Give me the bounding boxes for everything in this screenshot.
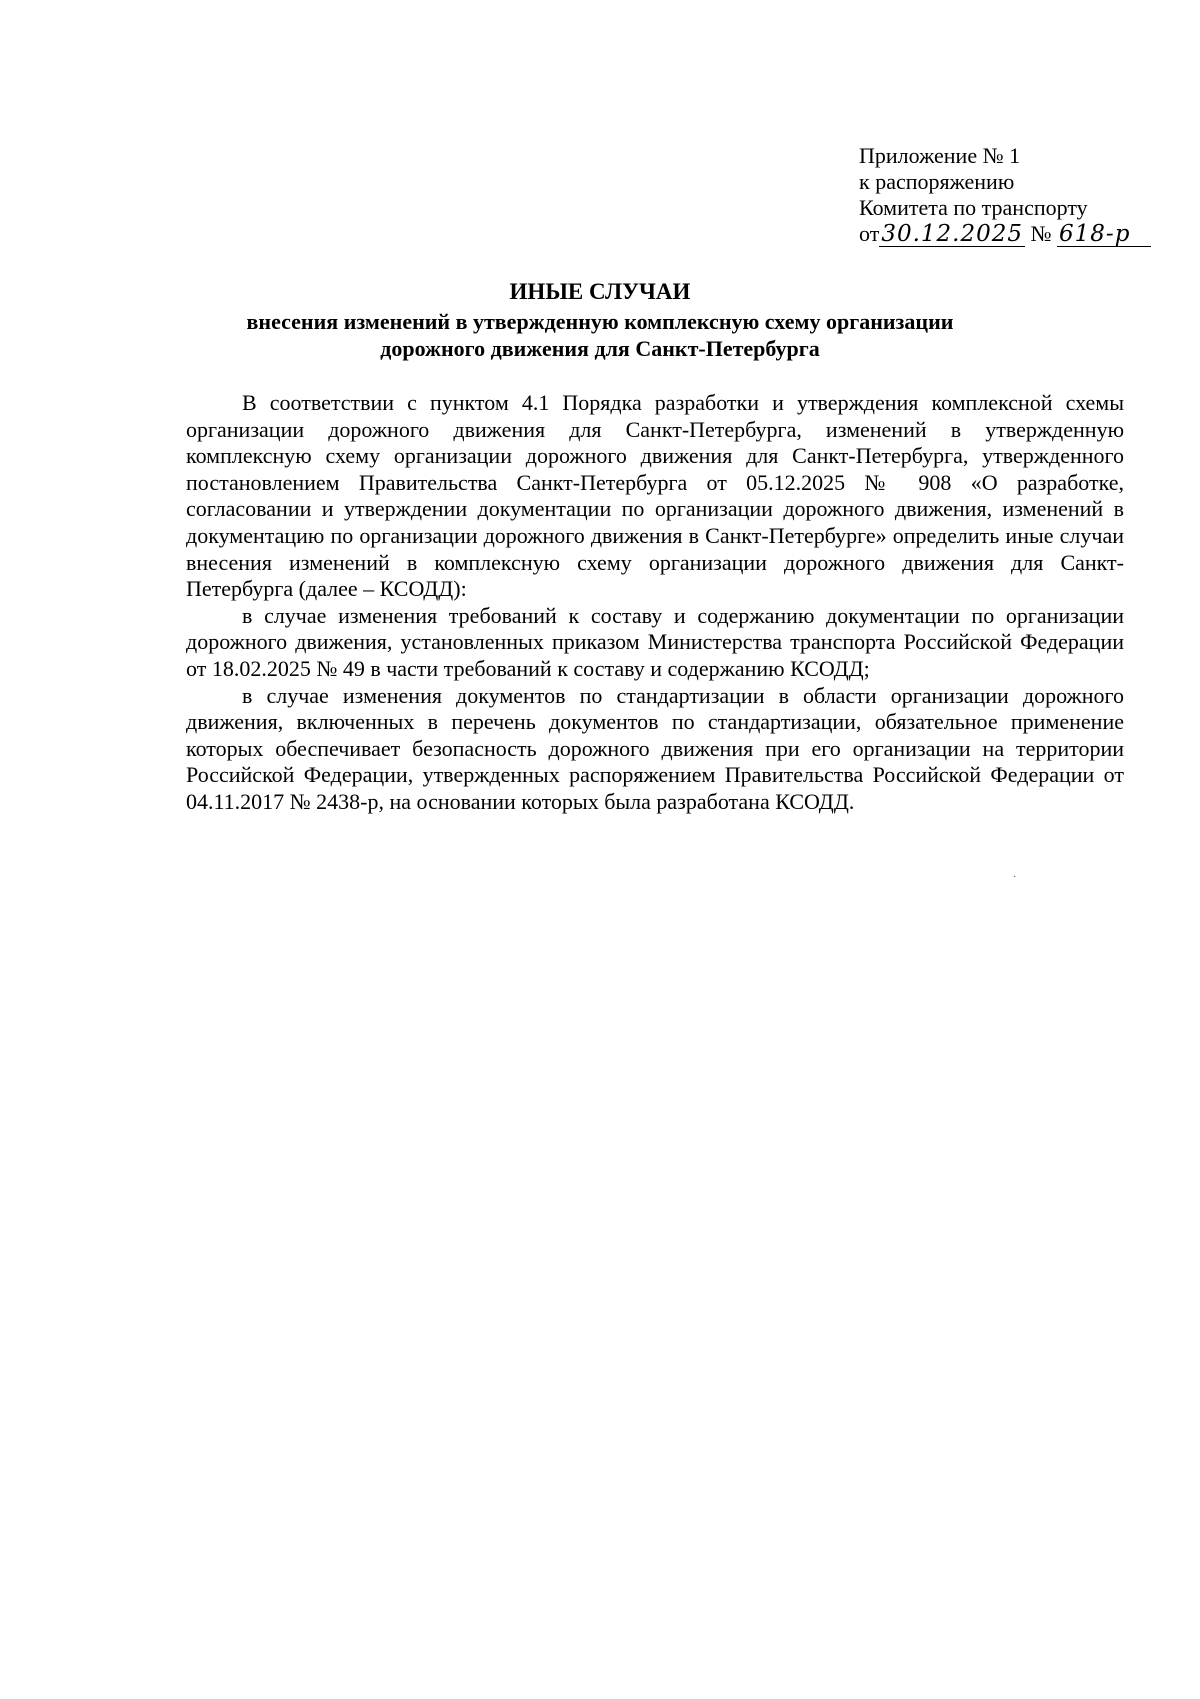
appendix-title: Приложение № 1 (859, 143, 1021, 168)
paragraph-intro: В соответствии с пунктом 4.1 Порядка разработки и утверждения комплексной схемы организации дорожного движения для Санкт-Петербурга, изменений в утвержденную комплексную схему организации дорожного движения для Санкт-Петербурга, утвержденного постановлением Правительства Санкт-Петербурга от 05.12.2025 № 908 «О разработке, согласовании и утверждении документации по организации дорожного движения, изменений в документацию по организации дорожного движения в Санкт-Петербурге» определить иные случаи внесения изменений в комплексную схему организации дорожного движения для Санкт-Петербурга (далее – КСОДД): (186, 390, 1124, 602)
document-title: ИНЫЕ СЛУЧАИ (509, 279, 691, 304)
appendix-order-label: к распоряжению (859, 169, 1015, 194)
paragraph-case-2: в случае изменения документов по стандартизации в области организации дорожного движения, включенных в перечень документов по стандартизации, обязательное применение которых обеспечивает безопасность дорожного движения при его организации на территории Российской Федерации, утвержденных распоряжением Правительства Российской Федерации от 04.11.2017 № 2438-р, на основании которых была разработана КСОДД. (186, 682, 1124, 814)
appendix-date-line (859, 221, 1179, 247)
date-prefix: от (859, 221, 880, 246)
handwritten-date: 30.12.2025 (881, 221, 1024, 247)
document-body (186, 390, 1124, 816)
paragraph-case-1: в случае изменения требований к составу и содержанию документации по организации дорожного движения, установленных приказом Министерства транспорта Российской Федерации от 18.02.2025 № 49 в части требований к составу и содержанию КСОДД; (186, 602, 1124, 681)
handwritten-number: 618-р (1057, 222, 1151, 247)
document-subtitle-line2: дорожного движения для Санкт-Петербурга (380, 336, 820, 361)
scan-speck: · (1013, 872, 1017, 883)
appendix-header (859, 143, 1179, 247)
appendix-committee: Комитета по транспорту (859, 195, 1088, 220)
document-subtitle-line1: внесения изменений в утвержденную комплексную схему организации (246, 309, 954, 334)
number-sign: № (1030, 221, 1052, 246)
